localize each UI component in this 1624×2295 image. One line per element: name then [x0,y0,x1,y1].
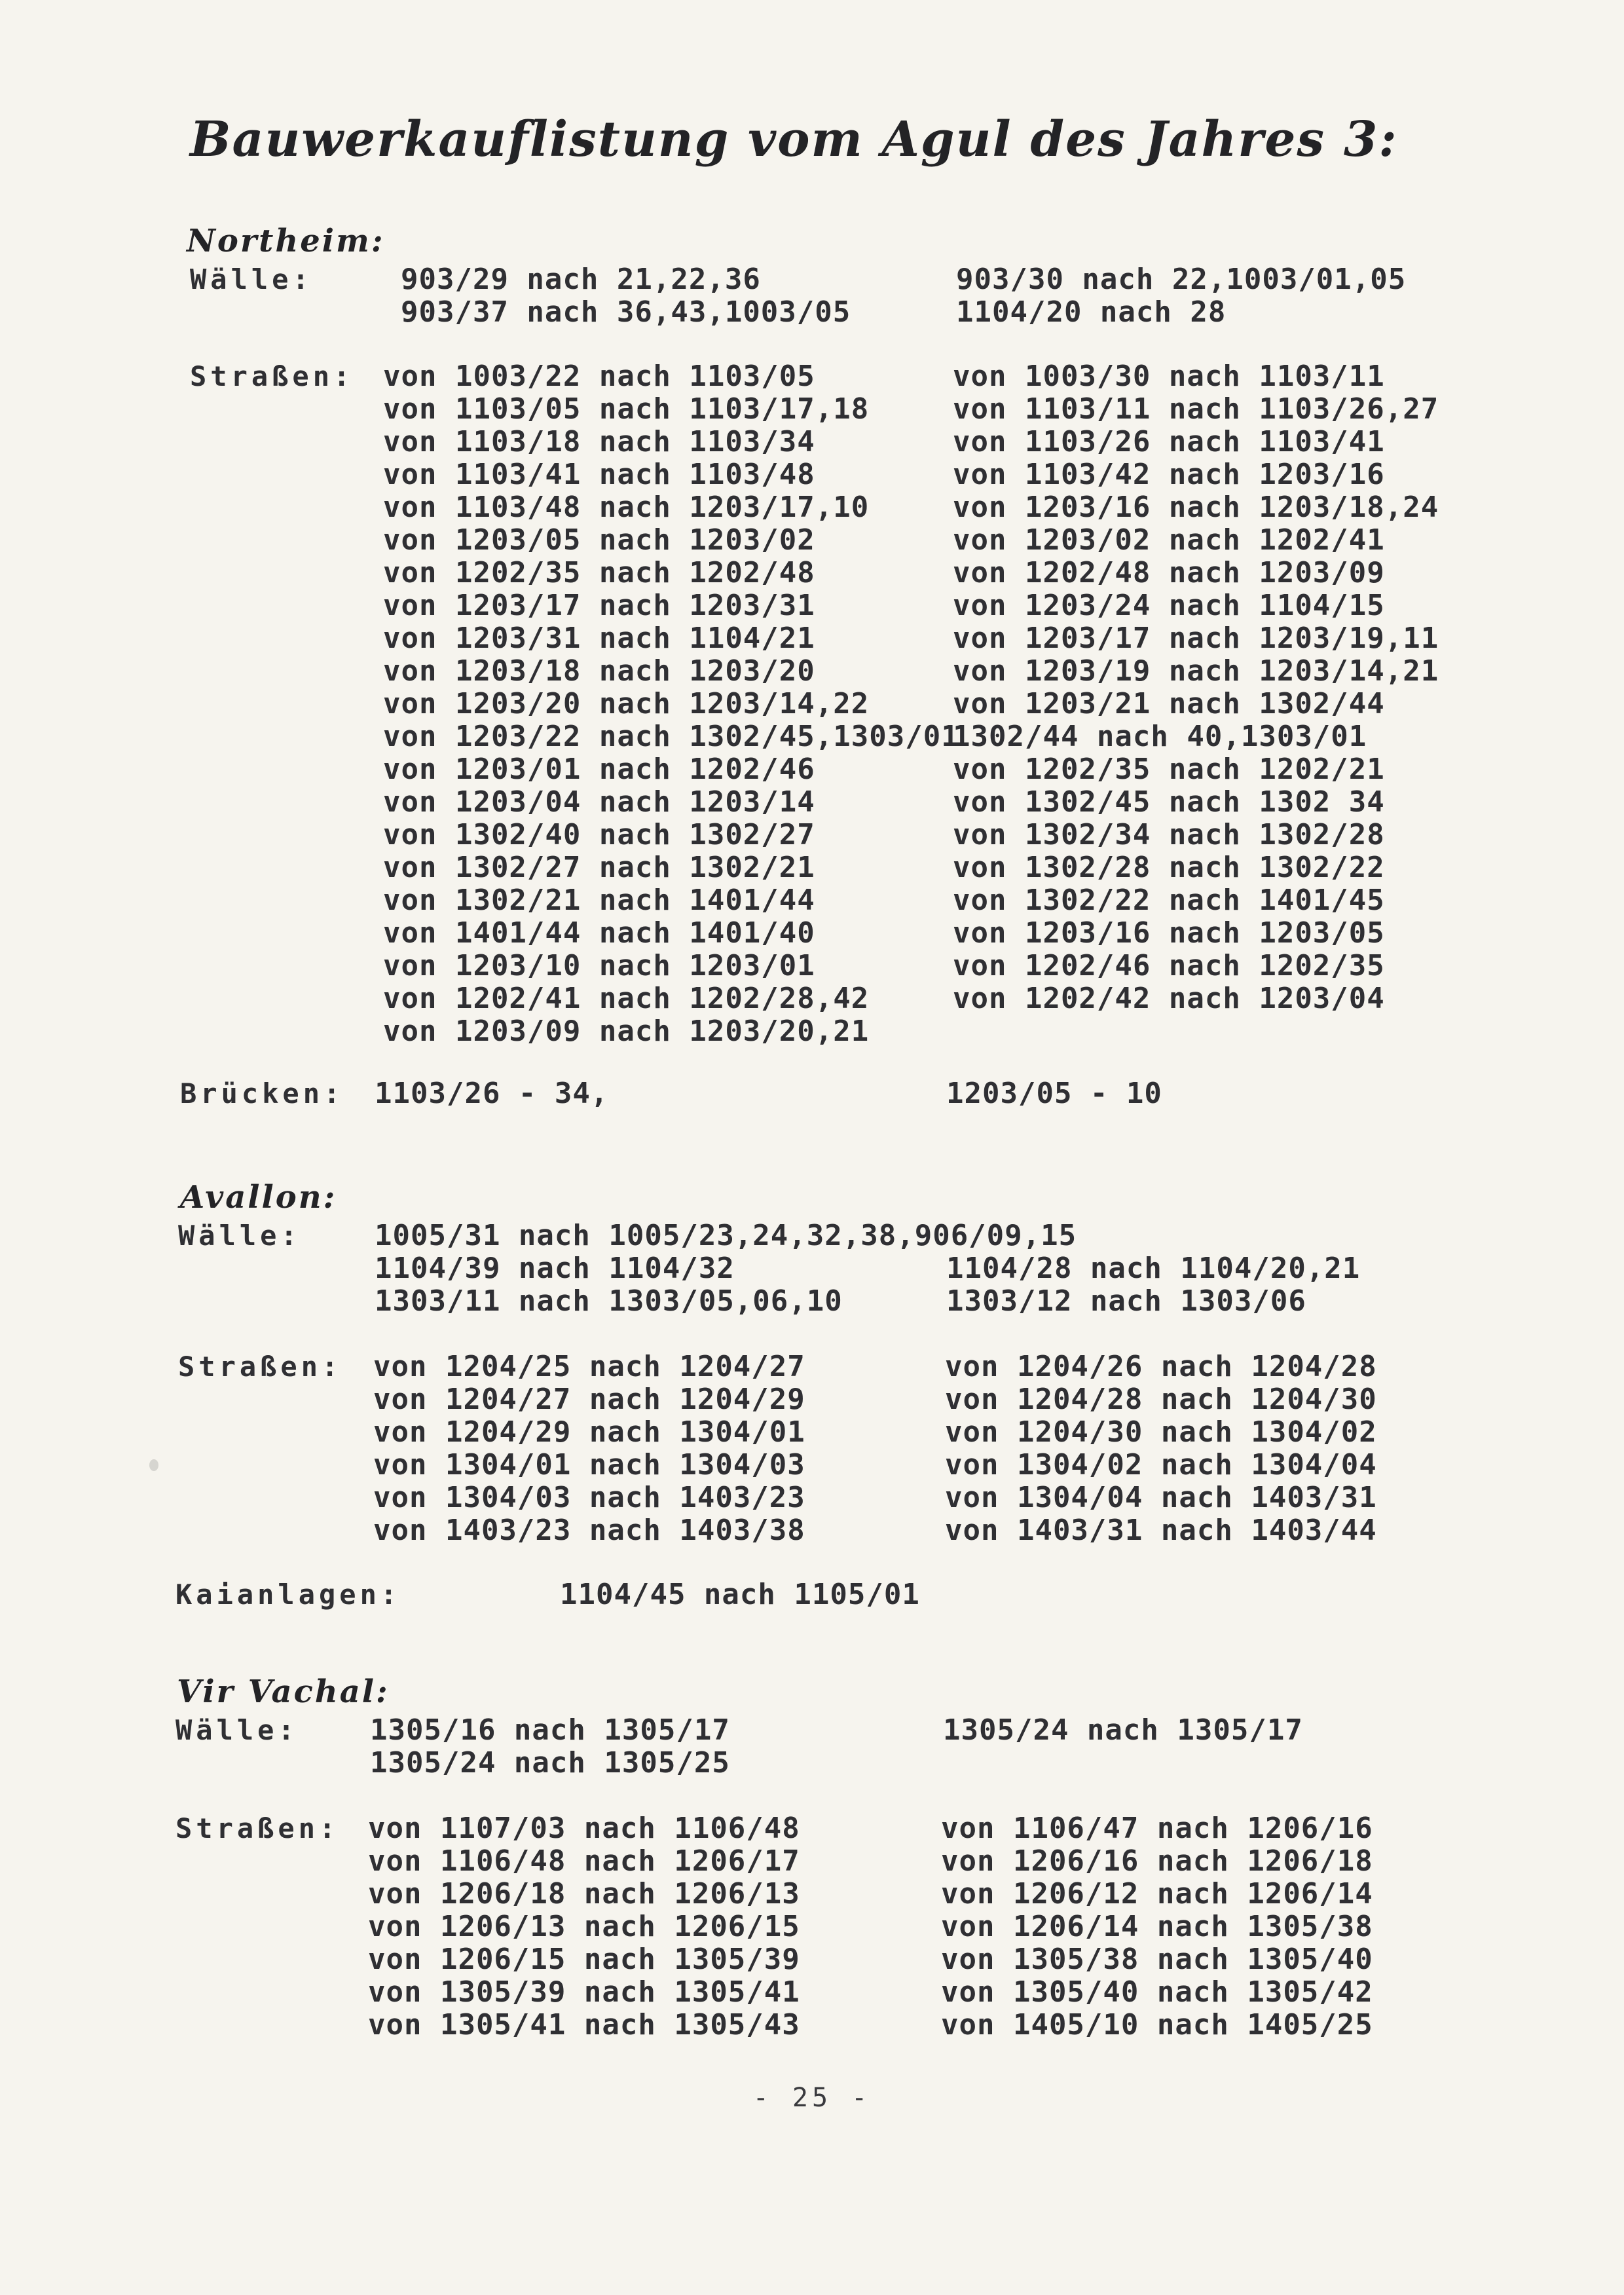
entry-right: von 1106/47 nach 1206/16 [941,1812,1373,1845]
list-row [0,1285,1624,1318]
list-row [0,589,1624,622]
entry-left: von 1203/31 nach 1104/21 [383,622,815,655]
entry-left: von 1203/01 nach 1202/46 [383,753,815,786]
entry-left: 1104/39 nach 1104/32 [375,1252,735,1285]
category-waelle: Wälle: [190,263,313,295]
list-row [0,557,1624,589]
entry-left: von 1103/18 nach 1103/34 [383,425,815,458]
kaianlagen-entry: 1104/45 nach 1105/01 [560,1578,920,1611]
list-row [0,950,1624,982]
list-row [0,2009,1624,2042]
entry-left: von 1202/35 nach 1202/48 [383,556,815,589]
strassen-list [0,1351,1624,1547]
list-row [0,1976,1624,2009]
entry-right: 1302/44 nach 40,1303/01 [953,720,1367,753]
list-row [0,1845,1624,1878]
entry-left: 1305/16 nach 1305/17 [370,1713,730,1747]
category-strassen: Straßen: [175,1812,340,1844]
entry-left: 1103/26 - 34, [375,1077,609,1110]
entry-right: von 1103/26 nach 1103/41 [953,425,1385,458]
entry-right: von 1204/28 nach 1204/30 [945,1383,1377,1416]
entry-left: von 1305/39 nach 1305/41 [368,1975,800,2009]
list-row [0,491,1624,524]
entry-right: von 1405/10 nach 1405/25 [941,2008,1373,2042]
entry-right: von 1203/17 nach 1203/19,11 [953,622,1439,655]
waelle-list [0,1252,1624,1318]
entry-left: von 1204/27 nach 1204/29 [373,1383,805,1416]
entry-left: von 1304/01 nach 1304/03 [373,1448,805,1482]
entry-right: von 1003/30 nach 1103/11 [953,360,1385,393]
entry-right: von 1206/14 nach 1305/38 [941,1910,1373,1943]
entry-right: von 1203/02 nach 1202/41 [953,523,1385,557]
entry-left: 1305/24 nach 1305/25 [370,1746,730,1780]
list-row [0,982,1624,1015]
entry-right: von 1206/16 nach 1206/18 [941,1844,1373,1878]
list-row [0,1351,1624,1383]
list-row [0,1482,1624,1514]
entry-right: von 1302/28 nach 1302/22 [953,851,1385,884]
entry-right: von 1202/46 nach 1202/35 [953,949,1385,982]
entry-right: von 1103/11 nach 1103/26,27 [953,392,1439,426]
paper-smudge [149,1459,158,1471]
list-row [0,360,1624,393]
list-row [0,1077,1624,1110]
entry-left: von 1302/27 nach 1302/21 [383,851,815,884]
list-row [0,1514,1624,1547]
entry-left: von 1202/41 nach 1202/28,42 [383,982,870,1015]
entry-left: von 1203/22 nach 1302/45,1303/01 [383,720,959,753]
entry-right: 903/30 nach 22,1003/01,05 [956,263,1407,296]
list-row [0,1252,1624,1285]
waelle-list [0,1714,1624,1780]
entry-left: von 1305/41 nach 1305/43 [368,2008,800,2042]
entry-left: von 1206/18 nach 1206/13 [368,1877,800,1911]
entry-right: von 1203/16 nach 1203/05 [953,916,1385,950]
entry-left: von 1203/09 nach 1203/20,21 [383,1015,870,1048]
entry-right: von 1103/42 nach 1203/16 [953,458,1385,491]
list-row [0,786,1624,819]
entry-right: von 1203/16 nach 1203/18,24 [953,491,1439,524]
category-kaianlagen: Kaianlagen: [175,1578,401,1611]
entry-left: von 1106/48 nach 1206/17 [368,1844,800,1878]
waelle-list [0,263,1624,329]
section-title-vir-vachal: Vir Vachal: [177,1673,390,1710]
entry-left: von 1203/20 nach 1203/14,22 [383,687,870,720]
list-row [0,1747,1624,1780]
list-row [0,426,1624,458]
entry-left: von 1103/41 nach 1103/48 [383,458,815,491]
entry-right: von 1203/24 nach 1104/15 [953,589,1385,622]
entry-right: von 1203/21 nach 1302/44 [953,687,1385,720]
list-row [0,1812,1624,1845]
list-row [0,393,1624,426]
entry-right: von 1203/19 nach 1203/14,21 [953,654,1439,688]
entry-right: von 1204/30 nach 1304/02 [945,1415,1377,1449]
category-waelle: Wälle: [178,1220,301,1252]
list-row [0,1714,1624,1747]
entry-left: von 1403/23 nach 1403/38 [373,1514,805,1547]
list-row [0,720,1624,753]
entry-right: 1104/28 nach 1104/20,21 [946,1252,1361,1285]
waelle-entry-full: 1005/31 nach 1005/23,24,32,38,906/09,15 [375,1219,1077,1252]
entry-right: von 1304/04 nach 1403/31 [945,1481,1377,1514]
list-row [0,622,1624,655]
list-row [0,884,1624,917]
entry-right: von 1202/35 nach 1202/21 [953,753,1385,786]
entry-right: von 1304/02 nach 1304/04 [945,1448,1377,1482]
entry-left: von 1206/15 nach 1305/39 [368,1943,800,1976]
entry-left: von 1003/22 nach 1103/05 [383,360,815,393]
list-row [0,851,1624,884]
category-strassen: Straßen: [178,1351,342,1383]
page-title: Bauwerkauflistung vom Agul des Jahres 3: [190,111,1398,168]
entry-left: von 1204/25 nach 1204/27 [373,1350,805,1383]
list-row [0,458,1624,491]
entry-right: von 1302/34 nach 1302/28 [953,818,1385,851]
entry-right: 1305/24 nach 1305/17 [943,1713,1303,1747]
list-row [0,1015,1624,1048]
list-row [0,1416,1624,1449]
list-row [0,655,1624,688]
category-strassen: Straßen: [190,360,354,392]
entry-left: von 1204/29 nach 1304/01 [373,1415,805,1449]
entry-left: von 1107/03 nach 1106/48 [368,1812,800,1845]
entry-left: von 1206/13 nach 1206/15 [368,1910,800,1943]
entry-left: von 1103/48 nach 1203/17,10 [383,491,870,524]
list-row [0,296,1624,329]
strassen-list [0,360,1624,1048]
entry-left: von 1203/10 nach 1203/01 [383,949,815,982]
list-row [0,1449,1624,1482]
list-row [0,1911,1624,1943]
entry-left: von 1203/17 nach 1203/31 [383,589,815,622]
entry-left: 903/29 nach 21,22,36 [401,263,761,296]
strassen-list [0,1812,1624,2042]
entry-left: von 1203/05 nach 1203/02 [383,523,815,557]
category-bruecken: Brücken: [180,1077,344,1110]
section-title-northeim: Northeim: [187,223,385,259]
category-waelle: Wälle: [175,1714,299,1746]
entry-left: von 1304/03 nach 1403/23 [373,1481,805,1514]
list-row [0,1383,1624,1416]
list-row [0,524,1624,557]
entry-left: von 1401/44 nach 1401/40 [383,916,815,950]
list-row [0,688,1624,720]
entry-right: von 1202/42 nach 1203/04 [953,982,1385,1015]
entry-right: von 1305/38 nach 1305/40 [941,1943,1373,1976]
entry-left: von 1203/04 nach 1203/14 [383,785,815,819]
list-row [0,1943,1624,1976]
entry-left: 1303/11 nach 1303/05,06,10 [375,1284,843,1318]
list-row [0,753,1624,786]
entry-left: von 1103/05 nach 1103/17,18 [383,392,870,426]
entry-right: 1303/12 nach 1303/06 [946,1284,1306,1318]
page-number: - 25 - [752,2083,872,2113]
entry-left: von 1203/18 nach 1203/20 [383,654,815,688]
list-row [0,1878,1624,1911]
entry-right: von 1403/31 nach 1403/44 [945,1514,1377,1547]
entry-left: von 1302/40 nach 1302/27 [383,818,815,851]
entry-right: von 1206/12 nach 1206/14 [941,1877,1373,1911]
section-title-avallon: Avallon: [180,1179,337,1216]
entry-left: von 1302/21 nach 1401/44 [383,884,815,917]
entry-right: 1203/05 - 10 [946,1077,1162,1110]
bruecken-list [0,1077,1624,1110]
entry-right: von 1302/22 nach 1401/45 [953,884,1385,917]
entry-right: von 1302/45 nach 1302 34 [953,785,1385,819]
list-row [0,917,1624,950]
list-row [0,263,1624,296]
entry-right: 1104/20 nach 28 [956,295,1227,329]
entry-left: 903/37 nach 36,43,1003/05 [401,295,851,329]
list-row [0,819,1624,851]
entry-right: von 1204/26 nach 1204/28 [945,1350,1377,1383]
entry-right: von 1305/40 nach 1305/42 [941,1975,1373,2009]
entry-right: von 1202/48 nach 1203/09 [953,556,1385,589]
